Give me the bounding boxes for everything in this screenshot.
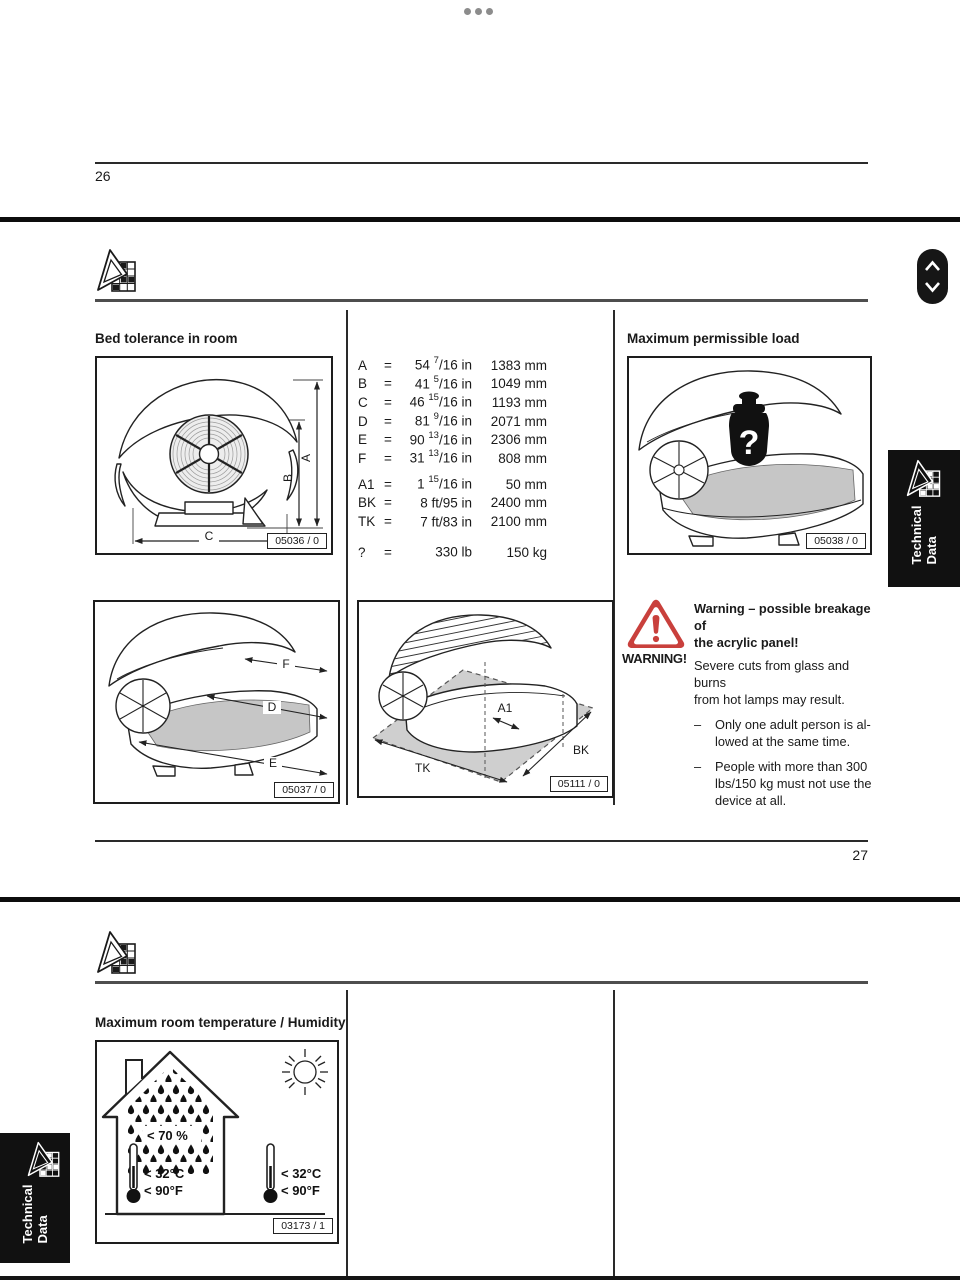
dot-icon [464,8,471,15]
tab-label: Technical Data [20,1184,50,1244]
section-heading: Maximum permissible load [627,331,800,346]
table-row: A = 54 $^7$/16 in 1383 mm [358,355,547,373]
warning-bullet: – People with more than 300 lbs/150 kg must not use the device at all. [694,759,872,808]
thermometer-icon [264,1144,278,1203]
table-row: BK = 8 ft/95 in 2400 mm [358,495,547,511]
technical-data-icon [95,247,139,293]
outdoor-temp-c: < 32°C [281,1166,322,1181]
weight-question-mark: ? [738,424,760,462]
section-rule [95,981,868,984]
page-top-rule [95,162,868,164]
iso-dims-figure [93,600,340,804]
chevron-down-icon [926,283,939,291]
section-rule [95,299,868,302]
warning-bullet: – Only one adult person is al- lowed at the same time. [694,717,871,749]
dim-label-b: B [281,473,295,483]
warning-block [622,598,872,808]
page-top-rule [95,840,868,842]
dim-label-a: A [299,453,313,463]
floor-area-figure [357,600,614,798]
technical-data-icon [905,458,943,498]
technical-data-icon [26,1140,62,1178]
page-number: 26 [95,168,111,184]
dim-label-e: E [268,756,278,770]
table-row: A1 = 1 $^{15}$/16 in 50 mm [358,474,547,492]
dim-label-d: D [267,700,277,714]
end-view-diagram [97,358,327,549]
warning-body: Severe cuts from glass and burns from hot lamps may result. [694,658,850,707]
dim-label-bk: BK [573,743,590,757]
warning-title: Warning – possible breakage of the acrylic panel! [694,601,871,650]
table-row: B = 41 $^5$/16 in 1049 mm [358,373,547,392]
iso-dims-diagram [95,602,334,798]
table-row: E = 90 $^{13}$/16 in 2306 mm [358,429,547,448]
section-divider-bar [0,897,960,902]
dot-icon [475,8,482,15]
dim-label-f: F [282,657,290,671]
bottom-bar [0,1276,960,1280]
warning-triangle-icon [626,598,686,650]
warning-text [694,600,876,809]
table-row: C = 46 $^{15}$/16 in 1193 mm [358,392,547,410]
column-divider [346,310,348,805]
figure-id-chip: 05036 / 0 [267,533,327,549]
dot-icon [486,8,493,15]
tab-technical-data [888,450,960,587]
technical-data-icon [95,929,139,975]
end-view-figure [95,356,333,555]
indoor-temp-f: < 90°F [144,1183,183,1198]
indoor-temp-c: < 32°C [144,1166,185,1181]
column-divider [613,990,615,1277]
max-load-figure [627,356,872,555]
page-number: 27 [852,847,868,863]
figure-id-chip: 05038 / 0 [806,533,866,549]
dim-label-tk: TK [415,761,431,775]
floor-area-diagram [359,602,608,792]
column-divider [346,990,348,1277]
warning-badge: WARNING! [622,651,687,666]
page-scroll-widget[interactable] [917,249,948,304]
figure-id-chip: 05037 / 0 [274,782,334,798]
section-divider-bar [0,217,960,222]
section-heading: Bed tolerance in room [95,331,238,346]
table-row: D = 81 $^9$/16 in 2071 mm [358,411,547,429]
table-row: ? = 330 lb 150 kg [358,544,547,560]
section-heading: Maximum room temperature / Humidity [95,1015,346,1030]
figure-id-chip: 05111 / 0 [550,776,608,792]
dim-label-c: C [204,529,214,543]
table-row: F = 31 $^{13}$/16 in 808 mm [358,448,547,466]
more-dots-handle[interactable] [464,8,493,15]
max-load-diagram [629,358,866,549]
room-climate-diagram [97,1042,333,1238]
figure-id-chip: 03173 / 1 [273,1218,333,1234]
table-row: TK = 7 ft/83 in 2100 mm [358,514,547,529]
sun-icon [282,1049,328,1095]
chevron-up-icon [926,263,939,271]
room-climate-figure [95,1040,339,1244]
tab-technical-data [0,1133,70,1263]
outdoor-temp-f: < 90°F [281,1183,320,1198]
dim-label-a1: A1 [497,701,513,715]
dimension-table [358,356,548,562]
tab-label: Technical Data [909,505,939,565]
humidity-limit: < 70 % [147,1128,188,1143]
